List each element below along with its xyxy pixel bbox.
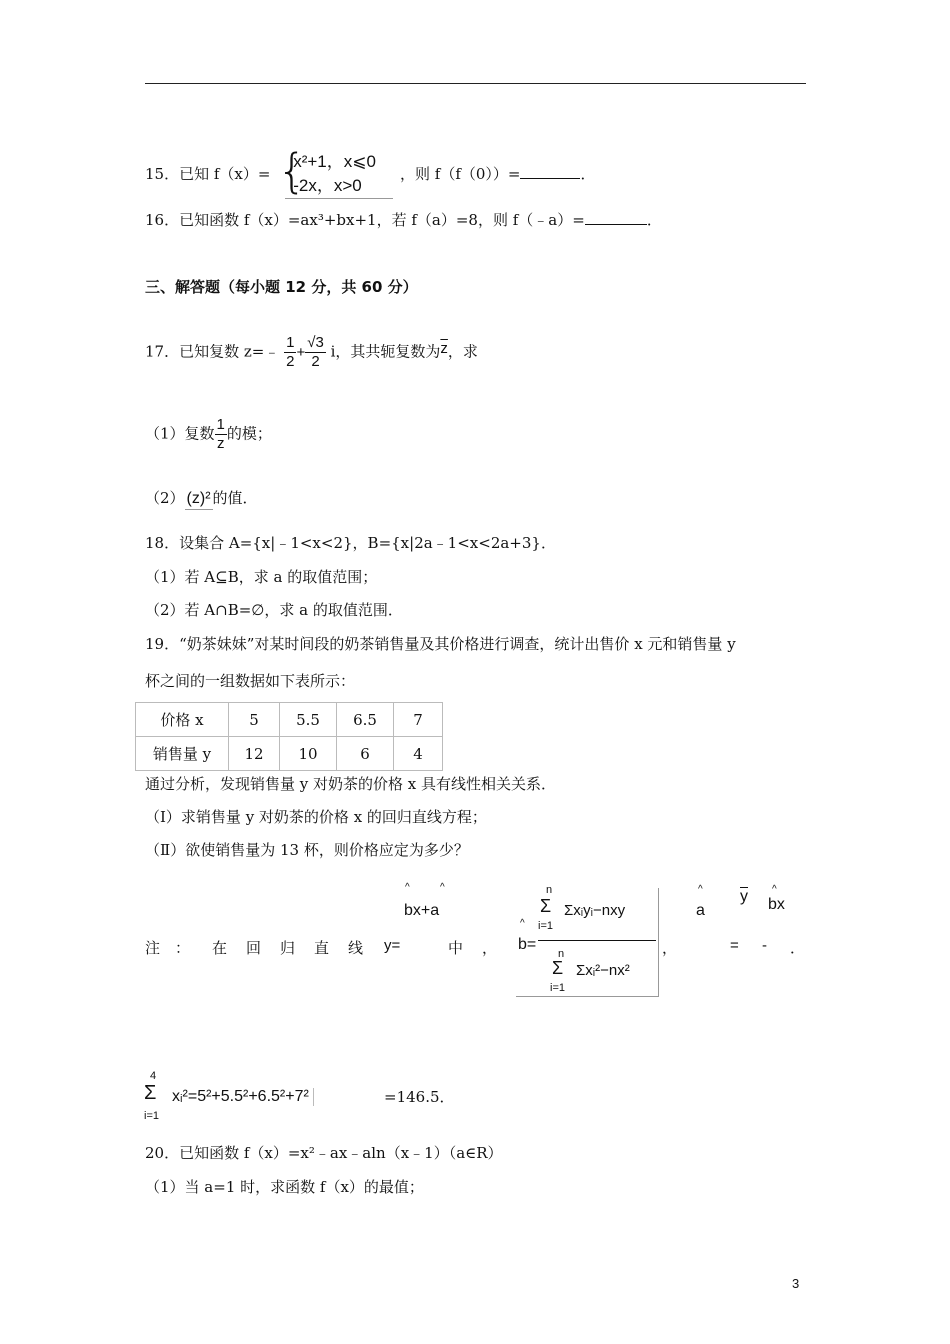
hat-icon: ^: [698, 884, 703, 895]
question-15: [145, 144, 596, 200]
hat-icon: ^: [520, 918, 525, 929]
table-cell: 5: [229, 703, 280, 737]
table-cell: 价格 x: [136, 703, 229, 737]
regression-line-expr: bx+a: [404, 902, 440, 919]
table-cell: 销售量 y: [136, 737, 229, 771]
q17-suffix: i，其共轭复数为: [330, 342, 441, 361]
question-18-line-3: （2）若 A∩B=∅，求 a 的取值范围．: [145, 601, 403, 619]
q15-end: ．: [580, 165, 596, 183]
question-20-line-1: 20．已知函数 f（x）=x²﹣ax﹣aln（x﹣1）（a∈R）: [145, 1144, 503, 1162]
table-cell: 6.5: [337, 703, 394, 737]
sigma-icon: Σ: [540, 896, 552, 916]
question-18-line-1: 18．设集合 A={x|﹣1<x<2}，B={x|2a﹣1<x<2a+3}．: [145, 534, 556, 552]
page-number: 3: [792, 1276, 800, 1291]
q17-prefix: 17．已知复数 z=﹣: [145, 342, 280, 361]
table-row: [136, 737, 443, 771]
section-3-title: 三、解答题（每小题 12 分，共 60 分）: [145, 278, 418, 296]
table-cell: 5.5: [280, 703, 337, 737]
question-20-line-2: （1）当 a=1 时，求函数 f（x）的最值；: [145, 1178, 424, 1196]
question-19-line-4: （Ⅰ）求销售量 y 对奶茶的价格 x 的回归直线方程；: [145, 808, 487, 826]
table-cell: 10: [280, 737, 337, 771]
q17-frac-1: $\frac{1}{2}$: [286, 334, 295, 370]
q15-piece-1: x²+1，x⩽0: [293, 152, 376, 171]
table-cell: 12: [229, 737, 280, 771]
q15-piece-2: -2x，x>0: [293, 176, 362, 195]
underline: [285, 198, 393, 199]
question-17-part-2: （2） (z)² 的值．: [145, 488, 258, 510]
q16-end: ．: [646, 211, 662, 229]
sigma-icon: Σ: [144, 1082, 157, 1104]
question-19-line-5: （Ⅱ）欲使销售量为 13 杯，则价格应定为多少？: [145, 841, 469, 859]
q15-piecewise: [277, 144, 393, 200]
q17-zbar: $\overline{z}$: [440, 339, 448, 357]
table-cell: 6: [337, 737, 394, 771]
hat-icon: ^: [772, 884, 777, 895]
question-16: [145, 210, 662, 230]
question-19-line-3: 通过分析，发现销售量 y 对奶茶的价格 x 具有线性相关关系．: [145, 775, 557, 793]
q16-text: 16．已知函数 f（x）=ax³+bx+1，若 f（a）=8，则 f（﹣a）=: [145, 211, 585, 229]
b-formula: b= ^ n Σ i=1 Σxᵢyᵢ−nxy n Σ i=1 Σxᵢ²−nx²: [516, 888, 659, 997]
price-sales-table: [135, 702, 443, 771]
question-19-line-2: 杯之间的一组数据如下表所示：: [145, 672, 356, 690]
fraction-bar: [538, 940, 656, 941]
q17-part1-frac: $\frac{1}{z}$: [216, 416, 225, 452]
q16-answer-blank[interactable]: [585, 210, 647, 225]
question-17: [145, 334, 478, 371]
hat-icon: ^: [440, 882, 445, 893]
question-19-line-1: 19．“奶茶妹妹”对某时间段的奶茶销售量及其价格进行调查，统计出售价 x 元和销售量 y: [145, 635, 736, 653]
hat-icon: ^: [405, 882, 410, 893]
table-cell: 4: [394, 737, 443, 771]
q15-answer-blank[interactable]: [520, 164, 580, 179]
brace-icon: {: [277, 144, 307, 198]
table-cell: 7: [394, 703, 443, 737]
q17-part2-expr: (z)²: [185, 489, 213, 510]
q15-suffix: ，则 f（f（0））=: [400, 165, 521, 183]
q15-prefix: 15．已知 f（x）=: [145, 165, 271, 183]
table-row: [136, 703, 443, 737]
q17-frac-2: $\frac{√3}{2}$: [307, 334, 324, 370]
header-rule: [145, 83, 806, 84]
question-18-line-2: （1）若 A⊆B，求 a 的取值范围；: [145, 568, 378, 586]
q17-ask: ，求: [447, 342, 478, 361]
q17-plus: +: [296, 343, 306, 361]
question-17-part-1: （1）复数 $\frac{1}{z}$ 的模；: [145, 416, 272, 452]
sigma-icon: Σ: [552, 958, 564, 978]
